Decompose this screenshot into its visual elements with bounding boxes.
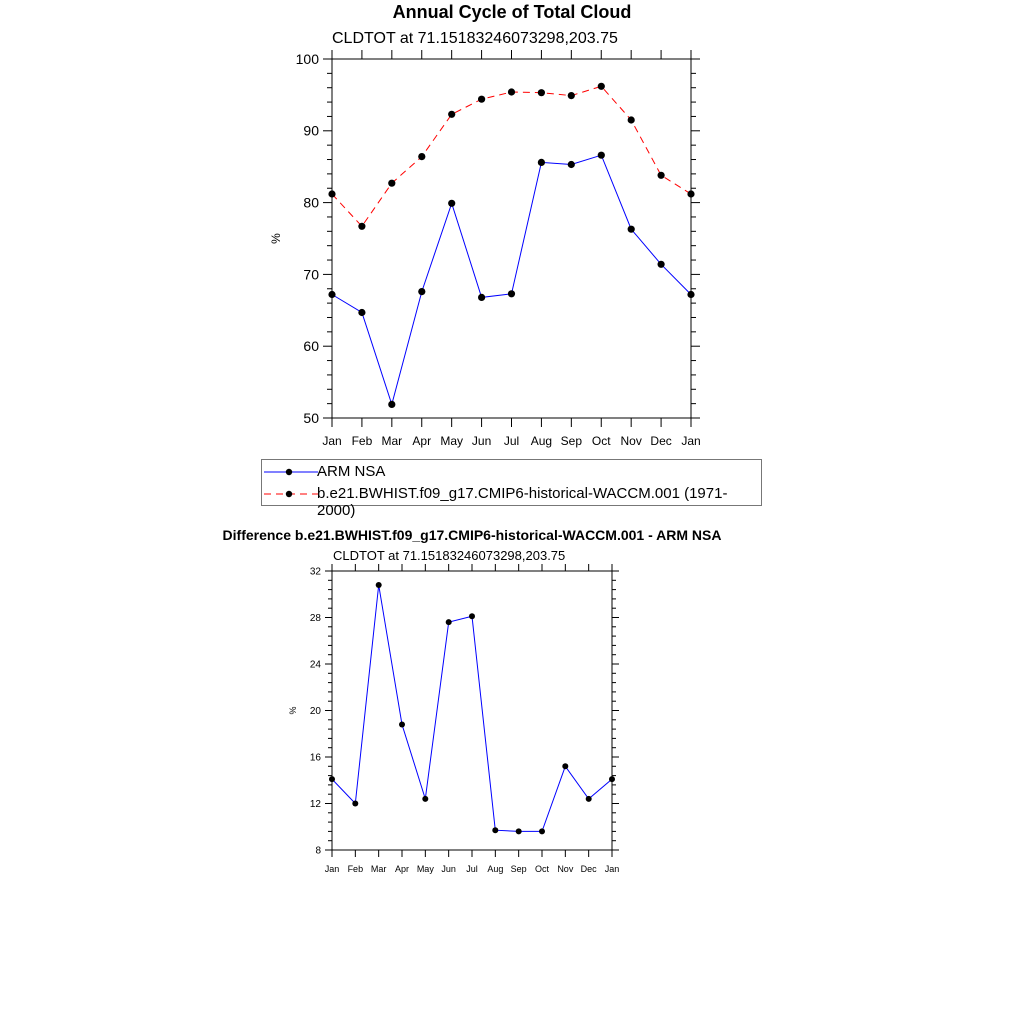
legend-label-model: b.e21.BWHIST.f09_g17.CMIP6-historical-WACCM.001 (1971-2000): [317, 485, 728, 519]
bottom-y-tick-label: 20: [309, 706, 321, 717]
top-series-1-point: [538, 89, 545, 96]
difference-title: Difference b.e21.BWHIST.f09_g17.CMIP6-historical-WACCM.001 - ARM NSA: [222, 527, 722, 543]
figure-title: Annual Cycle of Total Cloud: [392, 2, 632, 22]
bottom-y-tick-label: 24: [309, 659, 321, 671]
bottom-y-tick-label: 8: [315, 845, 321, 857]
bottom-series-0-point: [609, 776, 615, 782]
bottom-x-tick-label: Apr: [394, 864, 410, 874]
bottom-series-0-point: [422, 796, 428, 802]
top-x-tick-label: Apr: [412, 434, 432, 448]
top-series-0-point: [328, 291, 335, 298]
bottom-series-0-point: [446, 619, 452, 625]
bottom-x-tick-label: Mar: [370, 864, 387, 874]
top-series-0-point: [388, 401, 395, 408]
bottom-series-0-point: [399, 722, 405, 728]
top-series-0-point: [538, 159, 545, 166]
top-x-tick-label: Dec: [650, 434, 672, 448]
legend-label-arm-nsa: ARM NSA: [317, 463, 386, 480]
bottom-series-0-point: [562, 763, 568, 769]
top-series-0-point: [418, 288, 425, 295]
legend-marker-arm-nsa: [286, 469, 292, 475]
bottom-series-0-point: [539, 828, 545, 834]
legend: [261, 459, 762, 519]
top-y-tick-label: 90: [303, 122, 319, 139]
bottom-y-tick-label: 16: [309, 752, 321, 764]
bottom-x-tick-label: Dec: [580, 864, 597, 874]
top-series-1-point: [478, 96, 485, 103]
top-x-tick-label: Jan: [681, 434, 701, 448]
bottom-x-tick-label: Aug: [487, 864, 504, 874]
bottom-x-tick-label: Jan: [604, 864, 620, 874]
bottom-y-tick-label: 32: [309, 566, 321, 578]
top-x-tick-label: Jun: [471, 434, 492, 448]
bottom-x-tick-label: Jun: [441, 864, 456, 874]
bottom-plot-frame: [332, 571, 612, 850]
top-y-tick-label: 80: [303, 194, 319, 211]
top-series-1-point: [418, 153, 425, 160]
bottom-x-tick-label: Jan: [324, 864, 340, 874]
top-series-1-point: [628, 116, 635, 123]
top-series-0-point: [508, 290, 515, 297]
top-x-tick-label: Sep: [560, 434, 583, 448]
top-x-tick-label: Nov: [620, 434, 642, 448]
top-x-tick-label: Feb: [351, 434, 373, 448]
bottom-y-tick-label: 28: [309, 613, 321, 624]
bottom-x-tick-label: Sep: [510, 864, 527, 874]
bottom-x-tick-label: Nov: [557, 864, 574, 874]
top-series-0-point: [478, 294, 485, 301]
bottom-series-0-point: [492, 827, 498, 833]
top-x-tick-label: Oct: [591, 434, 611, 448]
top-series-1-point: [598, 83, 605, 90]
top-series-0-point: [598, 152, 605, 159]
bottom-series-0-point: [329, 776, 335, 782]
top-y-tick-label: 100: [295, 50, 319, 67]
top-series-0-point: [658, 261, 665, 268]
top-x-tick-label: Jan: [322, 434, 342, 448]
top-series-1-point: [568, 92, 575, 99]
bottom-series-0-point: [516, 828, 522, 834]
bottom-y-axis-label: %: [288, 706, 298, 715]
bottom-series-0-point: [376, 582, 382, 588]
top-series-0-point: [358, 309, 365, 316]
top-x-tick-label: Aug: [530, 434, 553, 448]
legend-swatches: [262, 460, 322, 506]
top-series-0-point: [568, 161, 575, 168]
bottom-series-0-point: [469, 613, 475, 619]
top-y-tick-label: 70: [303, 266, 319, 283]
top-y-tick-label: 60: [303, 338, 319, 355]
top-series-0-point: [628, 226, 635, 233]
top-series-1-point: [448, 111, 455, 118]
bottom-x-tick-label: Jul: [466, 864, 478, 874]
top-x-tick-label: May: [440, 434, 464, 448]
bottom-x-tick-label: May: [416, 864, 434, 874]
bottom-y-tick-label: 12: [309, 799, 321, 810]
top-series-0-point: [448, 200, 455, 207]
bottom-x-tick-label: Feb: [347, 864, 364, 874]
top-y-axis-label: %: [269, 233, 283, 244]
top-series-1-point: [388, 180, 395, 187]
top-series-0-point: [687, 291, 694, 298]
bottom-series-line-0: [332, 585, 612, 831]
top-y-tick-label: 50: [303, 409, 319, 426]
bottom-chart-subtitle: CLDTOT at 71.15183246073298,203.75: [333, 548, 566, 563]
top-plot-frame: [332, 59, 691, 418]
top-x-tick-label: Mar: [381, 434, 403, 448]
bottom-series-0-point: [586, 796, 592, 802]
top-series-1-point: [687, 190, 694, 197]
top-chart-subtitle: CLDTOT at 71.15183246073298,203.75: [332, 30, 618, 47]
top-series-1-point: [358, 223, 365, 230]
top-series-line-1: [332, 86, 691, 226]
top-series-1-point: [658, 172, 665, 179]
bottom-series-0-point: [352, 801, 358, 807]
top-series-1-point: [508, 88, 515, 95]
bottom-x-tick-label: Oct: [534, 864, 550, 874]
top-series-1-point: [328, 190, 335, 197]
legend-marker-model: [286, 491, 292, 497]
top-x-tick-label: Jul: [503, 434, 520, 448]
